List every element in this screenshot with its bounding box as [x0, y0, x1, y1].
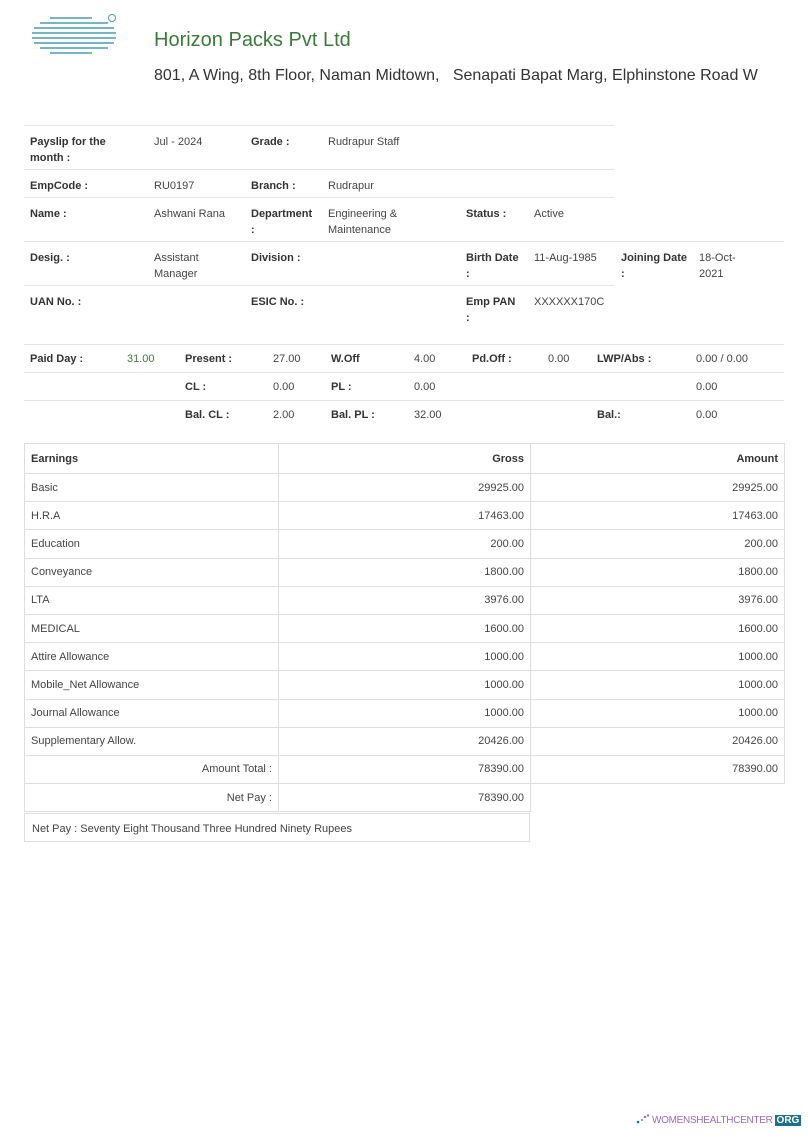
- attendance-summary: [24, 344, 784, 428]
- present-value: 27.00: [273, 352, 301, 365]
- earning-name: Attire Allowance: [25, 643, 279, 671]
- amount-header: Amount: [531, 444, 785, 474]
- birth-date-value: 11-Aug-1985: [534, 252, 597, 264]
- earning-name: Basic: [25, 474, 279, 502]
- amount-total-row: [25, 755, 785, 783]
- bal-cl-label: Bal. CL :: [185, 408, 230, 421]
- woff-label: W.Off: [331, 352, 360, 365]
- uan-value: [148, 286, 245, 329]
- earning-amount: 1000.00: [531, 699, 785, 727]
- month-label: Payslip for the month :: [30, 136, 106, 164]
- grade-label: Grade :: [251, 136, 290, 148]
- name-label: Name :: [30, 208, 67, 220]
- earning-amount: 17463.00: [531, 502, 785, 530]
- earning-name: H.R.A: [25, 502, 279, 530]
- esic-value: [322, 286, 460, 329]
- earning-name: Journal Allowance: [25, 699, 279, 727]
- earnings-table: [24, 443, 785, 812]
- net-pay-row: [25, 784, 785, 812]
- paid-day-value: 31.00: [127, 352, 155, 365]
- birth-date-label: Birth Date :: [466, 252, 519, 280]
- paid-day-label: Paid Day :: [30, 352, 84, 365]
- empcode-value: RU0197: [154, 180, 195, 192]
- table-row: [25, 727, 785, 755]
- pl-value: 0.00: [414, 380, 436, 393]
- net-pay-in-words: Net Pay : Seventy Eight Thousand Three Hundred Ninety Rupees: [24, 813, 530, 842]
- earning-gross: 1800.00: [279, 558, 531, 586]
- cl-value: 0.00: [273, 380, 295, 393]
- dots-icon: [636, 1114, 650, 1127]
- company-logo: [30, 14, 122, 56]
- table-row: [25, 699, 785, 727]
- watermark-tld: ORG: [776, 1115, 800, 1126]
- table-row: [25, 586, 785, 614]
- earning-amount: 1600.00: [531, 614, 785, 642]
- cl-label: CL :: [185, 380, 207, 393]
- amount-total-gross: 78390.00: [279, 755, 531, 783]
- grade-value: Rudrapur Staff: [328, 136, 400, 148]
- earning-name: Education: [25, 530, 279, 558]
- pan-label: Emp PAN :: [466, 296, 516, 324]
- status-value: Active: [534, 208, 564, 220]
- bal-value: 0.00: [696, 408, 718, 421]
- earning-name: Mobile_Net Allowance: [25, 671, 279, 699]
- branch-value: Rudrapur: [328, 180, 374, 192]
- table-row: [25, 558, 785, 586]
- pdoff-value: 0.00: [548, 352, 570, 365]
- woff-value: 4.00: [414, 352, 436, 365]
- company-address: 801, A Wing, 8th Floor, Naman Midtown, Senapati Bapat Marg, Elphinstone Road W: [154, 67, 758, 84]
- earning-gross: 3976.00: [279, 586, 531, 614]
- earning-gross: 1000.00: [279, 643, 531, 671]
- earning-name: Supplementary Allow.: [25, 727, 279, 755]
- table-row: [25, 474, 785, 502]
- earning-name: MEDICAL: [25, 614, 279, 642]
- earning-gross: 200.00: [279, 530, 531, 558]
- branch-label: Branch :: [251, 180, 296, 192]
- division-label: Division :: [251, 252, 301, 264]
- earning-amount: 29925.00: [531, 474, 785, 502]
- company-name: Horizon Packs Pvt Ltd: [154, 29, 351, 51]
- earning-gross: 20426.00: [279, 727, 531, 755]
- pan-value: XXXXXX170C: [534, 296, 605, 308]
- earning-amount: 3976.00: [531, 586, 785, 614]
- lwp-value: 0.00 / 0.00: [696, 352, 748, 365]
- joining-date-label: Joining Date :: [621, 252, 688, 280]
- earning-gross: 29925.00: [279, 474, 531, 502]
- bal-pl-label: Bal. PL :: [331, 408, 375, 421]
- esic-label: ESIC No. :: [251, 296, 305, 308]
- lwp-label: LWP/Abs :: [597, 352, 652, 365]
- earning-gross: 1600.00: [279, 614, 531, 642]
- gross-header: Gross: [279, 444, 531, 474]
- status-label: Status :: [466, 208, 507, 220]
- earning-amount: 1800.00: [531, 558, 785, 586]
- earnings-header: Earnings: [25, 444, 279, 474]
- earning-name: Conveyance: [25, 558, 279, 586]
- earning-amount: 1000.00: [531, 643, 785, 671]
- earning-amount: 200.00: [531, 530, 785, 558]
- bal-cl-value: 2.00: [273, 408, 295, 421]
- table-row: [25, 614, 785, 642]
- pdoff-label: Pd.Off :: [472, 352, 512, 365]
- department-label: Department :: [251, 208, 313, 236]
- earning-amount: 1000.00: [531, 671, 785, 699]
- table-row: [25, 643, 785, 671]
- net-pay-value: 78390.00: [279, 784, 531, 812]
- empcode-label: EmpCode :: [30, 180, 89, 192]
- earning-amount: 20426.00: [531, 727, 785, 755]
- net-pay-label: Net Pay :: [25, 784, 279, 812]
- name-value: Ashwani Rana: [154, 208, 225, 220]
- bal-pl-value: 32.00: [414, 408, 442, 421]
- employee-info: [24, 125, 784, 329]
- earnings-header-row: [25, 444, 785, 474]
- table-row: [25, 530, 785, 558]
- other-leave-value: 0.00: [696, 380, 718, 393]
- table-row: [25, 671, 785, 699]
- amount-total-amount: 78390.00: [531, 755, 785, 783]
- desig-value: Assistant Manager: [154, 252, 199, 280]
- division-value: [322, 242, 460, 285]
- table-row: [25, 502, 785, 530]
- amount-total-label: Amount Total :: [25, 755, 279, 783]
- department-value: Engineering & Maintenance: [328, 208, 398, 236]
- watermark-text: WOMENSHEALTHCENTER: [652, 1115, 773, 1126]
- earning-gross: 1000.00: [279, 699, 531, 727]
- desig-label: Desig. :: [30, 252, 70, 264]
- present-label: Present :: [185, 352, 233, 365]
- pl-label: PL :: [331, 380, 352, 393]
- earning-gross: 1000.00: [279, 671, 531, 699]
- joining-date-value: 18-Oct-2021: [699, 252, 736, 280]
- uan-label: UAN No. :: [30, 296, 82, 308]
- watermark: [636, 1114, 801, 1127]
- month-value: Jul - 2024: [154, 136, 203, 148]
- bal-label: Bal.:: [597, 408, 621, 421]
- earning-name: LTA: [25, 586, 279, 614]
- earning-gross: 17463.00: [279, 502, 531, 530]
